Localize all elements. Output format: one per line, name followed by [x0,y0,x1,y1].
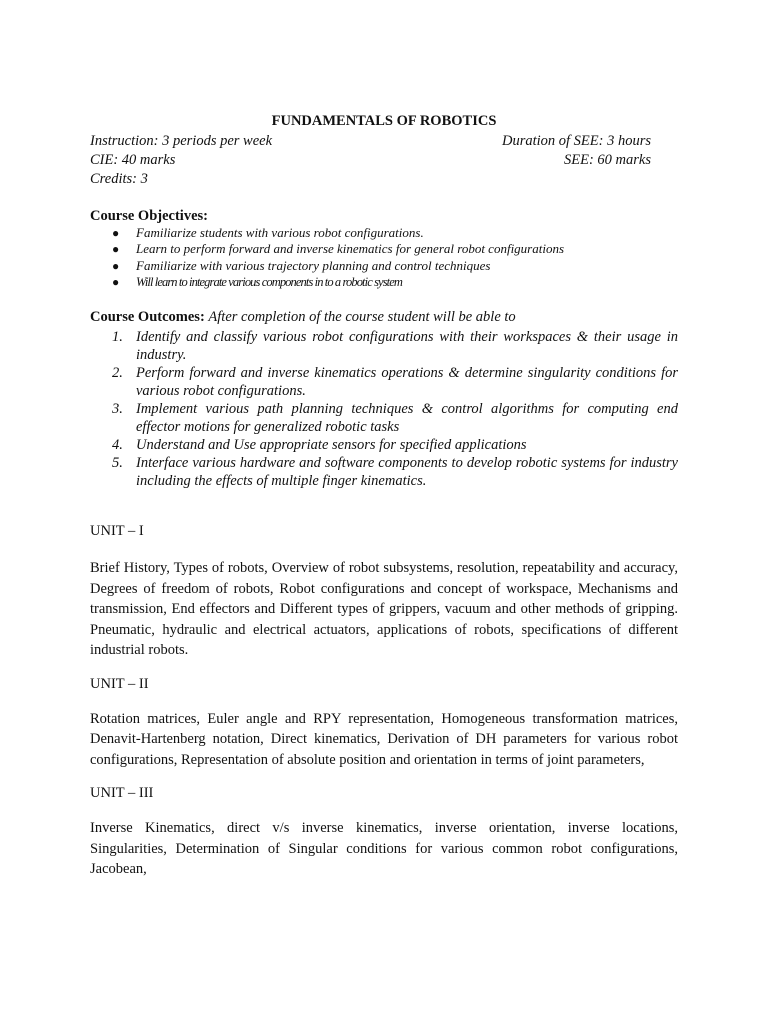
outcome-text: Identify and classify various robot configurations with their workspaces & their usage in industry. [136,329,678,364]
outcome-text: Implement various path planning techniques & control algorithms for computing end effector motions for generalized robotic tasks [136,401,678,436]
objective-item [112,241,678,257]
objective-text: Will learn to integrate various components in to a robotic system [136,274,403,289]
unit-2-text: Rotation matrices, Euler angle and RPY representation, Homogeneous transformation matrices, Denavit-Hartenberg notation, Direct kinematics, Derivation of DH parameters for various robot configurations, Representation of absolute position and orientation in terms of joint parameters, [90,710,678,768]
duration-text: Duration of SEE: 3 hours [501,133,651,149]
objective-text: Learn to perform forward and inverse kinematics for general robot configurations [136,241,565,257]
objectives-list [90,225,678,290]
instruction-text: Instruction: 3 periods per week [90,133,273,149]
outcome-item [112,328,678,364]
outcome-text: Interface various hardware and software components to develop robotic systems for industry including the effects of multiple finger kinematics. [136,455,678,490]
bullet-icon: ● [112,274,119,289]
outcome-number: 2. [112,365,123,382]
info-row-2 [90,151,651,170]
outcomes-heading-label: Course Outcomes: [90,309,205,326]
outcome-item [112,436,678,454]
unit-3-heading: UNIT – III [90,785,154,802]
outcomes-heading [90,308,678,326]
document-page [90,112,678,880]
outcomes-intro: After completion of the course student will be able to [208,309,516,326]
objective-text: Familiarize students with various robot configurations. [136,225,424,240]
outcome-item [112,400,678,436]
cie-text: CIE: 40 marks [90,152,176,168]
course-title: FUNDAMENTALS OF ROBOTICS [271,113,497,129]
outcome-text: Understand and Use appropriate sensors for specified applications [136,437,527,454]
see-text: SEE: 60 marks [564,152,651,168]
unit-2-heading: UNIT – II [90,675,149,692]
bullet-icon: ● [112,258,120,273]
outcome-item [112,364,678,400]
outcome-number: 1. [112,329,123,346]
bullet-icon: ● [112,226,120,240]
unit-3-text: Inverse Kinematics, direct v/s inverse kinematics, inverse orientation, inverse locations, Singularities, Determination of Singular conditions for various common robot configurations, Jacobean, [90,820,678,878]
credits-text: Credits: 3 [90,171,148,187]
objective-item [112,274,678,290]
objective-item [112,225,678,241]
objective-item [112,257,678,274]
outcome-number: 5. [112,455,123,472]
outcome-number: 3. [112,401,123,418]
outcomes-list [90,328,678,490]
info-row-3 [90,170,651,189]
unit-1-text: Brief History, Types of robots, Overview of robot subsystems, resolution, repeatability and accuracy, Degrees of freedom of robots, Robot configurations and concept of workspace, Mechanisms and transmission, End effectors and Different types of grippers, vacuum and other methods of gripping. Pneumatic, hydraulic and electrical actuators, applications of robots, specifications of different industrial robots. [90,560,678,659]
objectives-heading-label: Course Objectives: [90,208,208,224]
outcome-number: 4. [112,437,123,454]
bullet-icon: ● [112,242,120,257]
unit-1-heading: UNIT – I [90,523,144,540]
outcome-item [112,454,678,490]
outcome-text: Perform forward and inverse kinematics operations & determine singularity conditions for various robot configurations. [136,365,678,400]
info-row-1 [90,132,651,151]
objective-text: Familiarize with various trajectory planning and control techniques [136,257,491,273]
objectives-heading [90,207,678,225]
